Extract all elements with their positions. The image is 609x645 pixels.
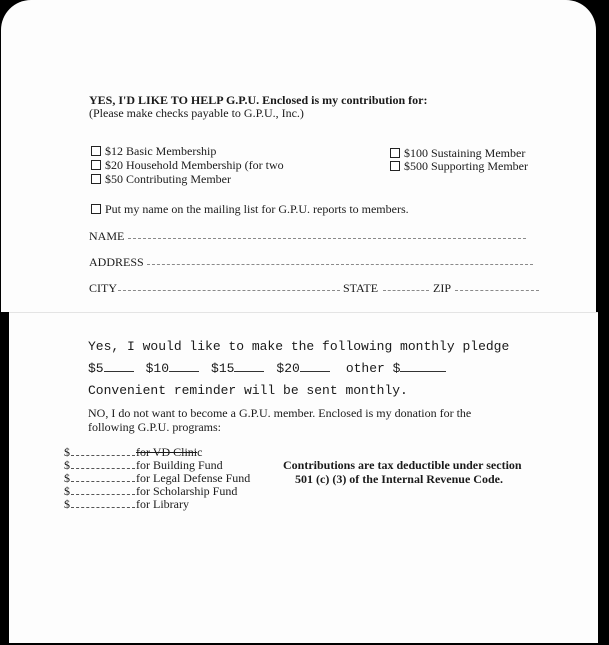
currency-sign: $ [64,484,70,498]
amount-blank[interactable] [71,481,135,482]
donation-program-label: for Scholarship Fund [136,484,238,498]
membership-label: $12 Basic Membership [105,144,217,158]
pledge-text: Yes, I would like to make the following monthly pledge [88,339,510,354]
membership-label: $100 Sustaining Member [404,146,526,160]
donation-program-label: for Library [136,497,189,511]
pledge-amount-10: $10 [145,361,170,376]
pledge-blank[interactable] [234,371,264,372]
checkbox[interactable] [91,174,101,184]
state-field[interactable] [383,290,429,291]
name-field[interactable] [128,238,526,239]
tax-note-line-1: Contributions are tax deductible under section [283,458,522,472]
name-label: NAME [89,229,125,243]
zip-field[interactable] [455,290,539,291]
membership-contributing[interactable] [91,172,231,186]
city-label: CITY [89,281,117,295]
donation-row[interactable] [64,498,189,511]
pledge-other: other $ [345,361,401,376]
membership-sustaining[interactable] [390,146,525,160]
currency-sign: $ [64,497,70,511]
pledge-blank[interactable] [169,371,199,372]
donation-line-2: following G.P.U. programs: [88,420,221,434]
donation-line-1: NO, I do not want to become a G.P.U. member. Enclosed is my donation for the [88,406,472,420]
membership-household[interactable] [91,158,284,172]
mailing-list-option[interactable] [91,202,409,216]
state-label: STATE [343,281,379,295]
tax-note-line-2: 501 (c) (3) of the Internal Revenue Code. [295,472,503,486]
checkbox[interactable] [390,161,400,171]
pledge-blank[interactable] [104,371,134,372]
amount-blank[interactable] [71,455,135,456]
mailing-list-label: Put my name on the mailing list for G.P.U. reports to members. [105,202,409,216]
form-subline: (Please make checks payable to G.P.U., Inc.) [89,106,304,120]
pledge-reminder: Convenient reminder will be sent monthly. [88,383,408,398]
checkbox[interactable] [91,160,101,170]
membership-label: $20 Household Membership (for two [105,158,284,172]
pledge-amount-15: $15 [211,361,235,376]
pledge-other-blank[interactable] [400,371,446,372]
form-headline: YES, I'D LIKE TO HELP G.P.U. Enclosed is my contribution for: [89,93,428,107]
zip-label: ZIP [433,281,451,295]
membership-label: $50 Contributing Member [105,172,231,186]
donation-program-label: for Building Fund [136,458,223,472]
pledge-amounts [88,362,446,376]
pledge-blank[interactable] [300,371,330,372]
address-field[interactable] [147,264,533,265]
amount-blank[interactable] [71,468,135,469]
amount-blank[interactable] [71,494,135,495]
donation-program-label: for Legal Defense Fund [136,471,251,485]
checkbox[interactable] [91,204,101,214]
currency-sign: $ [64,445,70,459]
pledge-amount-20: $20 [276,361,300,376]
currency-sign: $ [64,458,70,472]
membership-label: $500 Supporting Member [404,159,528,173]
donation-program-label-tail: c [197,445,203,459]
pledge-amount-5: $5 [88,361,104,376]
donation-program-label: for VD Clini [136,445,198,459]
checkbox[interactable] [390,148,400,158]
currency-sign: $ [64,471,70,485]
address-label: ADDRESS [89,255,144,269]
city-field[interactable] [118,290,340,291]
membership-basic[interactable] [91,144,216,158]
checkbox[interactable] [91,146,101,156]
amount-blank[interactable] [71,507,135,508]
membership-supporting[interactable] [390,159,528,173]
